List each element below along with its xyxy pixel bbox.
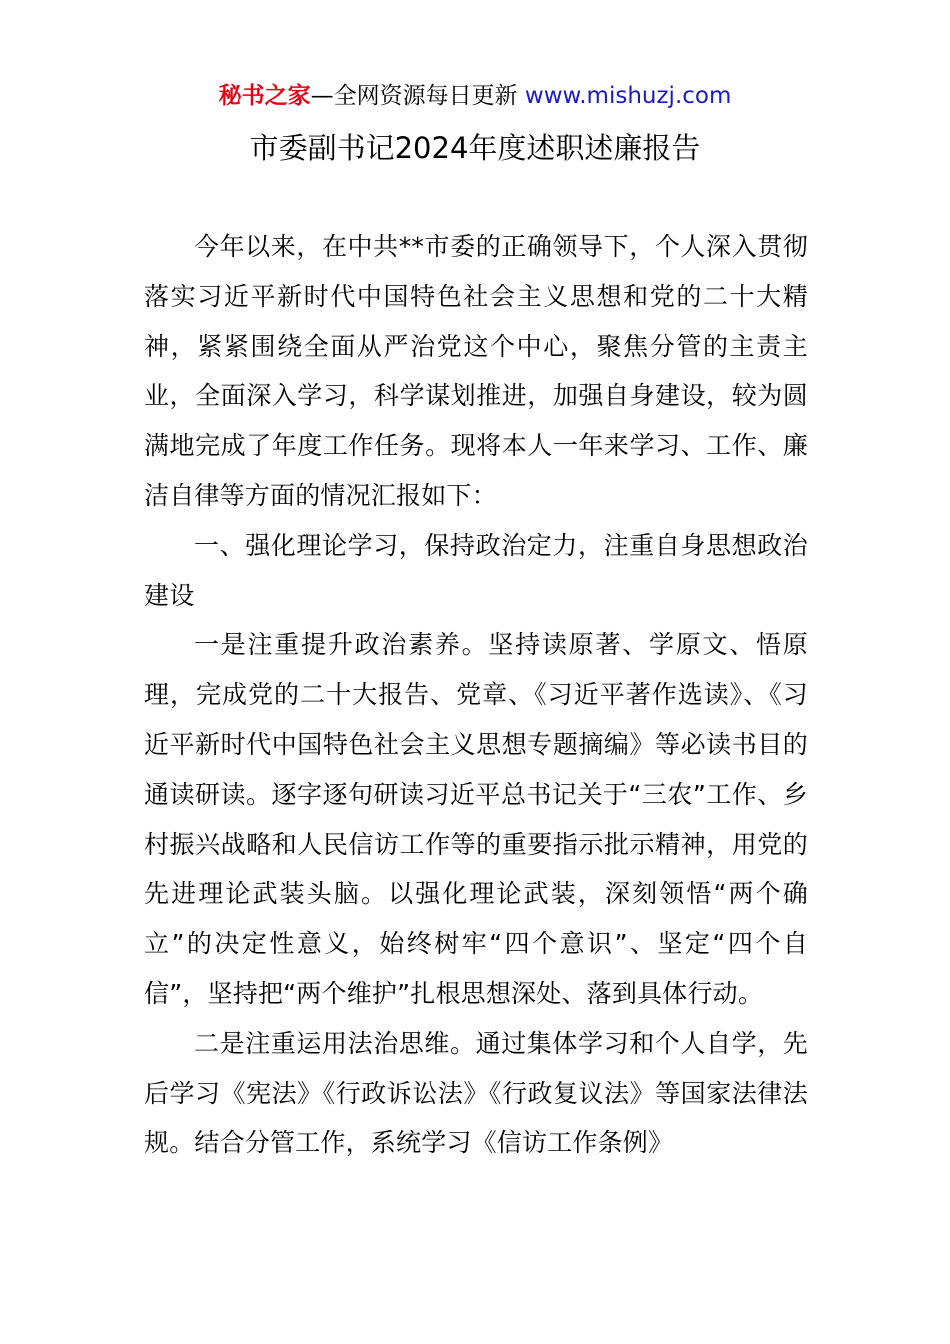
document-title: 市委副书记2024年度述职述廉报告	[249, 131, 701, 165]
site-url-link[interactable]: www.mishuzj.com	[524, 83, 732, 109]
brand-name: 秘书之家	[218, 83, 311, 109]
document-body	[144, 222, 808, 1168]
section-heading-1: 一、强化理论学习，保持政治定力，注重自身思想政治建设	[144, 530, 808, 610]
point-paragraph-2: 二是注重运用法治思维。通过集体学习和个人自学，先后学习《宪法》《行政诉讼法》《行政复议法》等国家法律法规。结合分管工作，系统学习《信访工作条例》	[144, 1028, 808, 1158]
point-paragraph-1: 一是注重提升政治素养。坚持读原著、学原文、悟原理，完成党的二十大报告、党章、《习近平著作选读》、《习近平新时代中国特色社会主义思想专题摘编》等必读书目的通读研读。逐字逐句研读习近平总书记关于“三农”工作、乡村振兴战略和人民信访工作等的重要指示批示精神，用党的先进理论武装头脑。以强化理论武装，深刻领悟“两个确立”的决定性意义，始终树牢“四个意识”、坚定“四个自信”，坚持把“两个维护”扎根思想深处、落到具体行动。	[144, 630, 808, 1008]
intro-paragraph: 今年以来，在中共**市委的正确领导下，个人深入贯彻落实习近平新时代中国特色社会主义思想和党的二十大精神，紧紧围绕全面从严治党这个中心，聚焦分管的主责主业，全面深入学习，科学谋划推进，加强自身建设，较为圆满地完成了年度工作任务。现将本人一年来学习、工作、廉洁自律等方面的情况汇报如下：	[144, 232, 808, 510]
site-header	[0, 78, 950, 114]
header-tagline: —全网资源每日更新	[310, 83, 525, 109]
